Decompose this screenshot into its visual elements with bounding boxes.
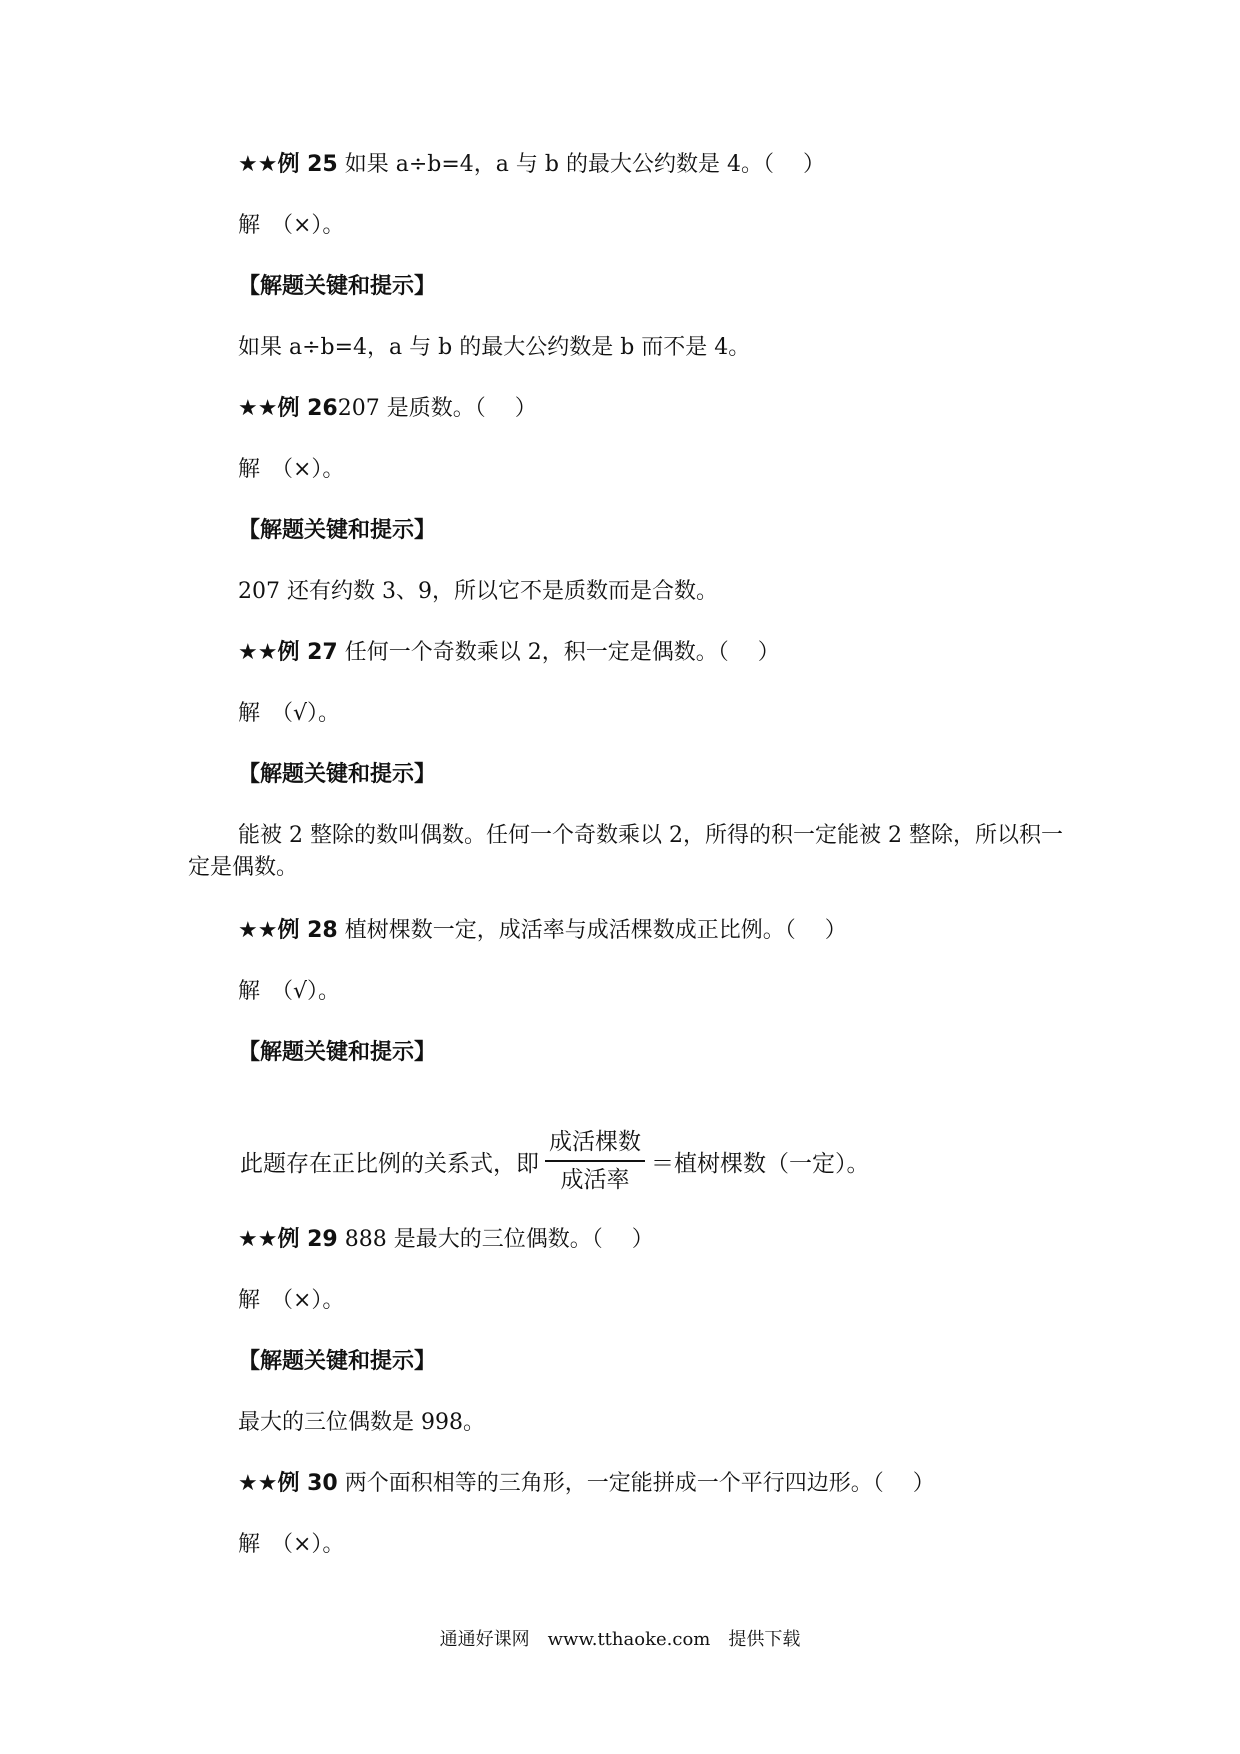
hint-heading-27: 【解题关键和提示】 — [238, 762, 437, 787]
hint-25: 如果 a÷b=4，a 与 b 的最大公约数是 b 而不是 4。 — [238, 335, 751, 360]
hint-heading-26: 【解题关键和提示】 — [238, 518, 437, 543]
answer-25: 解 （×）。 — [238, 213, 345, 238]
page-footer: 通通好课网 www.tthaoke.com 提供下载 — [439, 1629, 801, 1650]
hint-29: 最大的三位偶数是 998。 — [238, 1410, 485, 1435]
question-text: 888 是最大的三位偶数。（ ） — [337, 1227, 654, 1252]
question-text: 植树棵数一定，成活率与成活棵数成正比例。（ ） — [337, 918, 847, 943]
question-text: 两个面积相等的三角形，一定能拼成一个平行四边形。（ ） — [337, 1471, 935, 1496]
answer-26: 解 （×）。 — [238, 457, 345, 482]
hint-heading-25: 【解题关键和提示】 — [238, 274, 437, 299]
question-text: 如果 a÷b=4，a 与 b 的最大公约数是 4。（ ） — [337, 152, 825, 177]
question-tag: ★★例 28 — [238, 918, 338, 943]
answer-27: 解 （√）。 — [238, 701, 341, 726]
formula-suffix: ＝植树棵数（一定）。 — [651, 1150, 870, 1177]
question-27 — [238, 638, 780, 668]
hint-26: 207 还有约数 3、9，所以它不是质数而是合数。 — [238, 579, 718, 604]
question-tag: ★★例 27 — [238, 640, 338, 665]
answer-28: 解 （√）。 — [238, 979, 341, 1004]
question-26 — [238, 394, 537, 424]
question-30 — [238, 1469, 935, 1499]
question-tag: ★★例 29 — [238, 1227, 338, 1252]
question-text: 207 是质数。（ ） — [337, 396, 537, 421]
question-tag: ★★例 30 — [238, 1471, 338, 1496]
question-tag: ★★例 26 — [238, 396, 338, 421]
question-tag: ★★例 25 — [238, 152, 338, 177]
fraction — [545, 1126, 645, 1196]
fraction-denominator: 成活率 — [560, 1167, 630, 1193]
hint-27: 能被 2 整除的数叫偶数。任何一个奇数乘以 2，所得的积一定能被 2 整除，所以积一定是偶数。 — [188, 823, 1063, 880]
question-25 — [238, 150, 825, 180]
question-28 — [238, 916, 847, 946]
answer-30: 解 （×）。 — [238, 1532, 345, 1557]
proportion-formula — [240, 1126, 870, 1196]
fraction-numerator: 成活棵数 — [545, 1126, 645, 1162]
question-text: 任何一个奇数乘以 2，积一定是偶数。（ ） — [337, 640, 780, 665]
hint-heading-28: 【解题关键和提示】 — [238, 1040, 437, 1065]
formula-prefix: 此题存在正比例的关系式，即 — [240, 1150, 539, 1177]
answer-29: 解 （×）。 — [238, 1288, 345, 1313]
hint-heading-29: 【解题关键和提示】 — [238, 1349, 437, 1374]
question-29 — [238, 1225, 654, 1255]
